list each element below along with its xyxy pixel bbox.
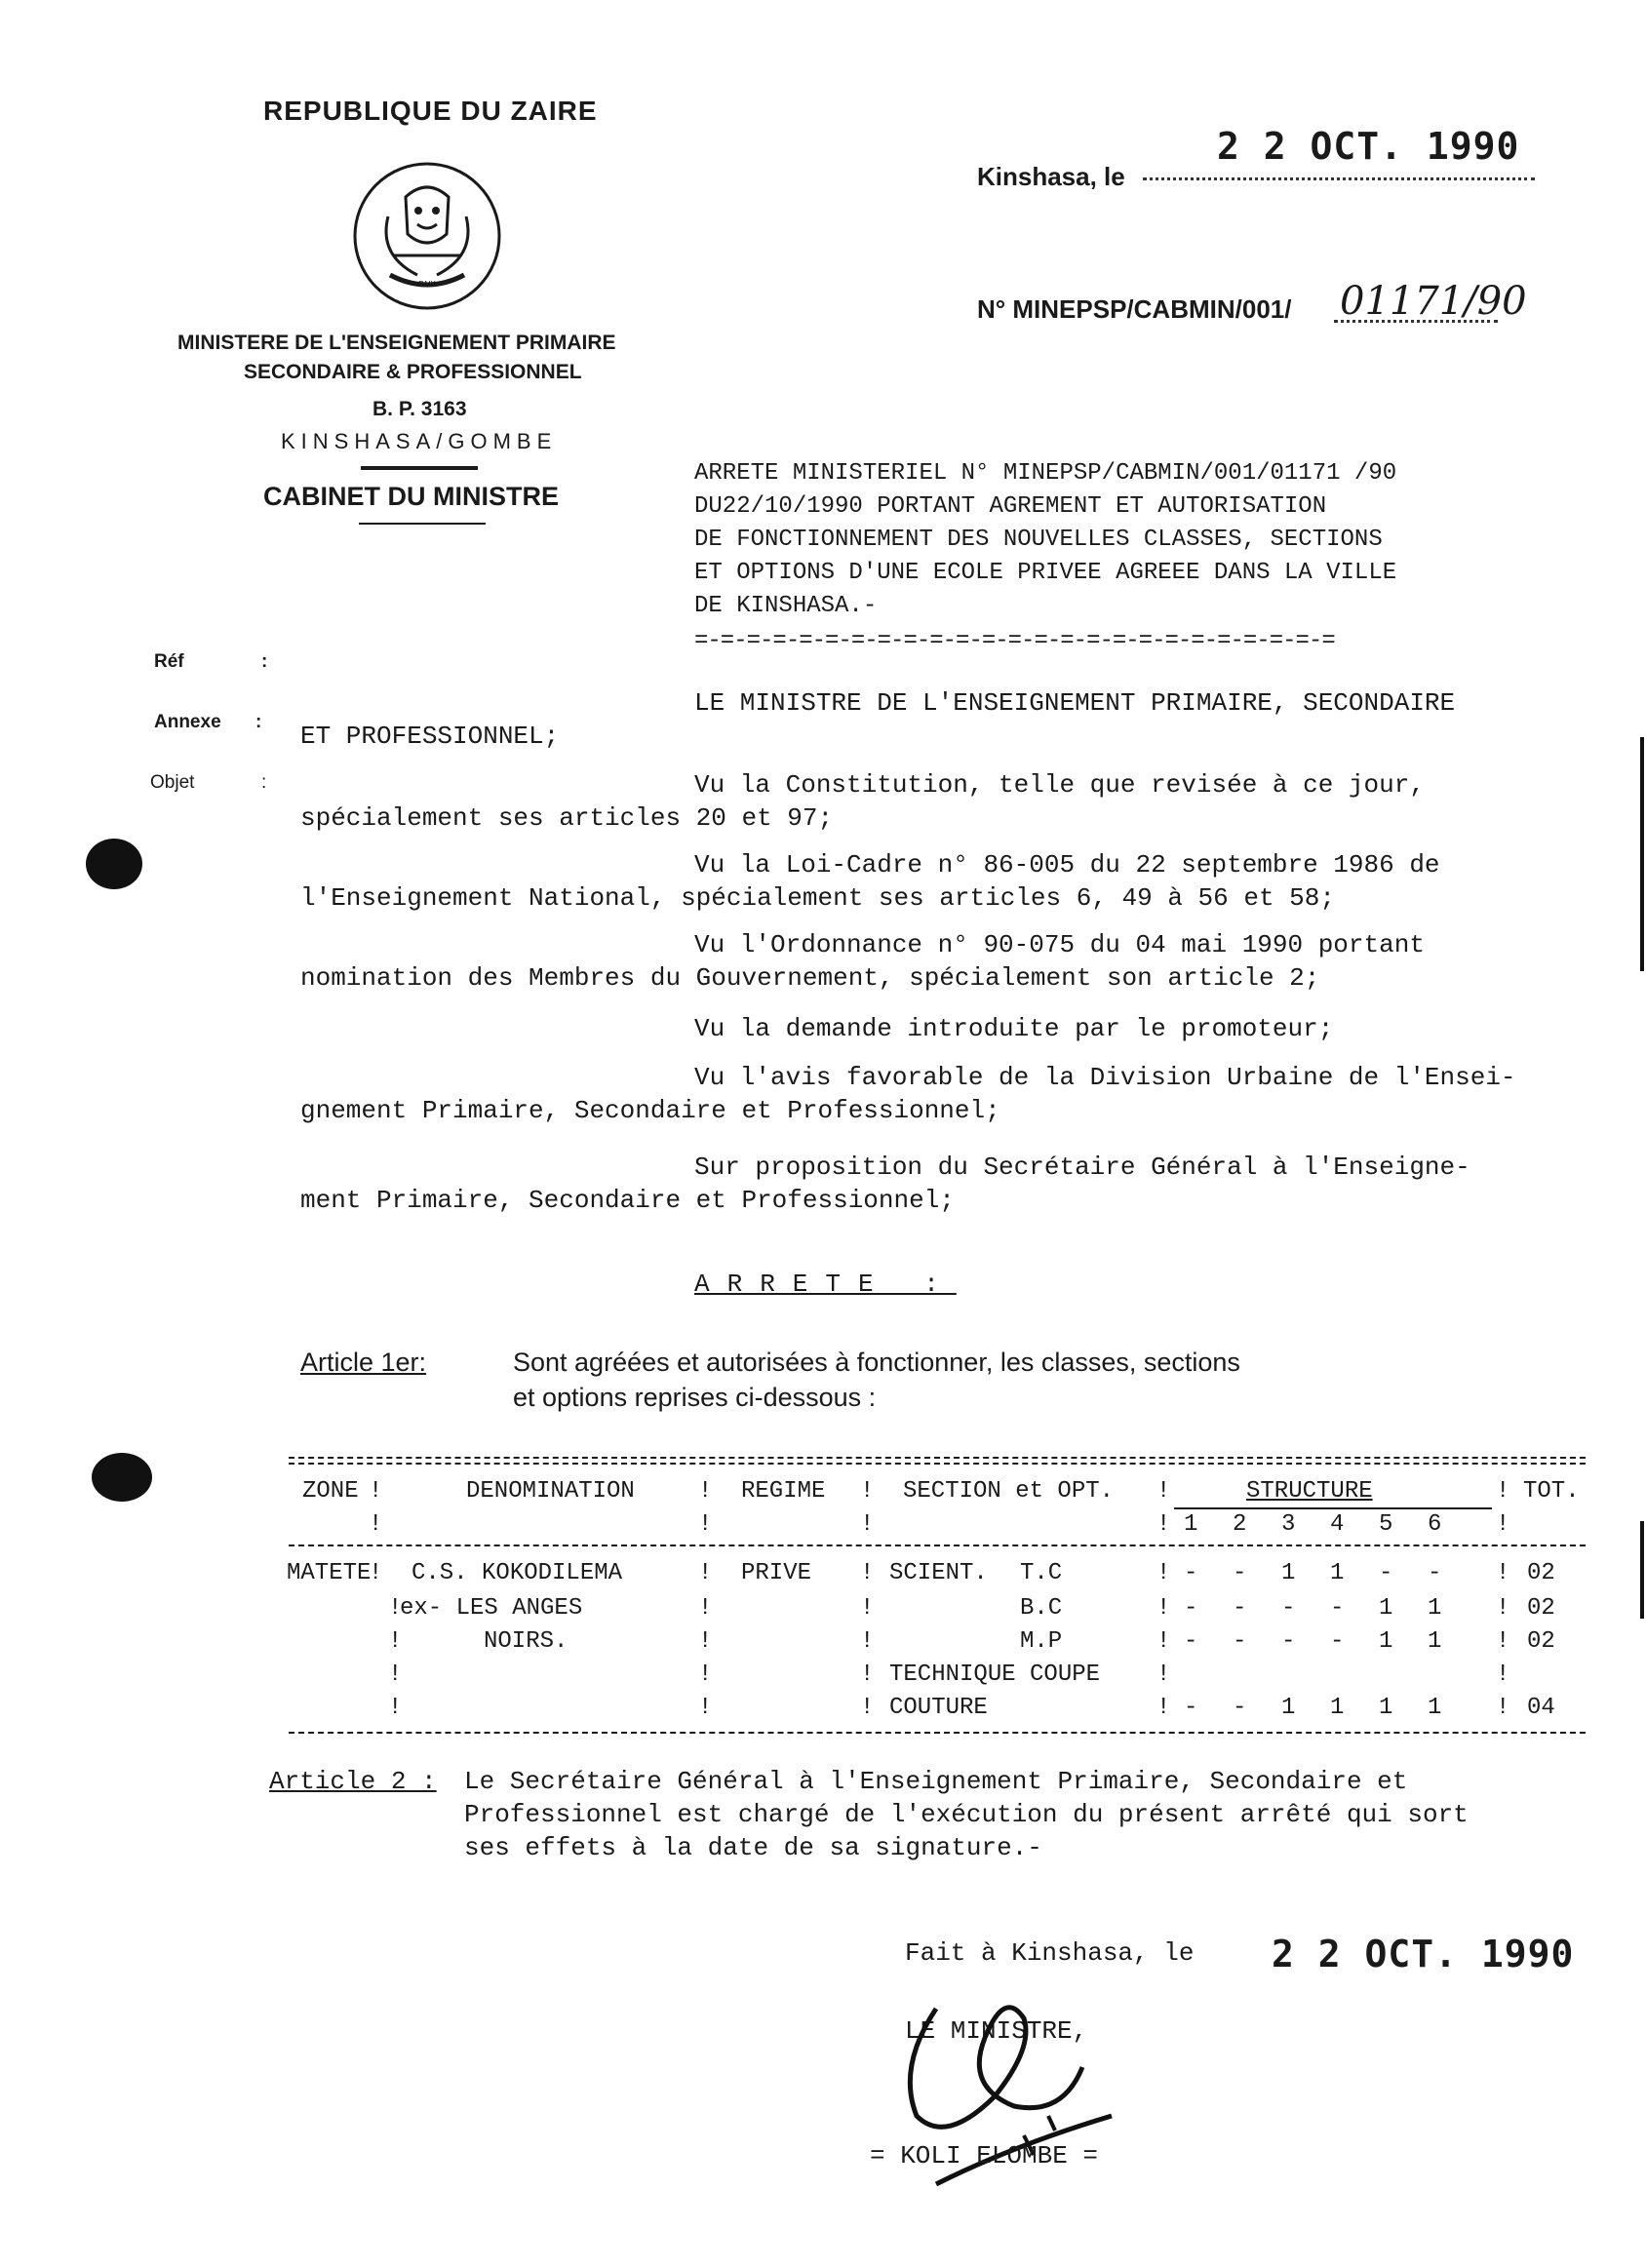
column-separator: ! [388,1628,403,1655]
row-option: B.C [1020,1595,1063,1622]
column-separator: ! [698,1628,713,1655]
signatory-title: LE MINISTRE, [905,2016,1088,2046]
row-denomination: NOIRS. [484,1628,568,1655]
row-denomination: ex- LES ANGES [400,1595,583,1622]
column-separator: ! [698,1695,713,1721]
title-line-2: DU22/10/1990 PORTANT AGREMENT ET AUTORISATION [694,493,1327,520]
article-1-line-1: Sont agréées et autorisées à fonctionner, les classes, sections [513,1348,1240,1377]
preamble-line-2: ET PROFESSIONNEL; [300,722,560,751]
row-year-cell: 1 [1379,1695,1393,1721]
row-year-cell: 1 [1330,1695,1345,1721]
column-separator: ! [1156,1595,1171,1622]
row-year-cell: - [1330,1628,1345,1655]
col-header-zone: ZONE [302,1478,359,1505]
title-separator: =-=-=-=-=-=-=-=-=-=-=-=-=-=-=-=-=-=-=-=-=-=-=-=-= [694,628,1335,654]
zaire-emblem-icon [349,158,505,314]
column-separator: ! [860,1511,875,1538]
row-year-cell: 1 [1281,1695,1296,1721]
article-1-label: Article 1er: [300,1348,427,1377]
column-separator: ! [388,1695,403,1721]
annexe-colon: : [255,712,262,732]
column-separator: ! [1496,1662,1510,1688]
row-year-cell: 1 [1281,1560,1296,1586]
reference-number-handwritten: 01171/90 [1340,279,1527,324]
year-column-5: 5 [1379,1511,1393,1538]
considerant-ordonnance: Vu l'Ordonnance n° 90-075 du 04 mai 1990 portant [694,930,1425,959]
considerant-avis: Vu l'avis favorable de la Division Urbaine de l'Ensei- [694,1063,1516,1092]
structure-header-underline [1174,1507,1492,1509]
row-option: M.P [1020,1628,1063,1655]
column-separator: ! [388,1662,403,1688]
row-total: 02 [1527,1595,1555,1622]
row-total: 02 [1527,1560,1555,1586]
objet-label: Objet [150,772,195,793]
row-zone: MATETE [287,1560,372,1586]
po-box: B. P. 3163 [372,398,467,420]
row-denomination: C.S. KOKODILEMA [412,1560,623,1586]
office-heading: CABINET DU MINISTRE [263,482,559,511]
city-line: KINSHASA/GOMBE [281,429,558,453]
annexe-label: Annexe [154,712,221,732]
col-header-denomination: DENOMINATION [466,1478,635,1505]
considerant-constitution: Vu la Constitution, telle que revisée à ce jour, [694,770,1425,800]
row-year-cell: 1 [1428,1695,1442,1721]
column-separator: ! [1496,1628,1510,1655]
row-section: TECHNIQUE COUPE [889,1662,1101,1688]
office-underline [359,523,486,525]
column-separator: ! [860,1695,875,1721]
col-header-regime: REGIME [741,1478,826,1505]
column-separator: ! [860,1595,875,1622]
row-option: T.C [1020,1560,1063,1586]
column-separator: ! [860,1478,875,1505]
row-section: SCIENT. [889,1560,988,1586]
row-year-cell: 1 [1428,1595,1442,1622]
table-header-rule [289,1545,1586,1546]
article-2-label: Article 2 : [269,1767,437,1796]
place-date-label: Kinshasa, le [977,162,1125,191]
title-line-4: ET OPTIONS D'UNE ECOLE PRIVEE AGREEE DANS LA VILLE [694,560,1397,586]
column-separator: ! [1156,1628,1171,1655]
signatory-name: = KOLI ELOMBE = [870,2141,1099,2170]
row-regime: PRIVE [741,1560,812,1586]
column-separator: ! [369,1511,383,1538]
row-year-cell: - [1184,1628,1198,1655]
column-separator: ! [1496,1595,1510,1622]
year-column-1: 1 [1184,1511,1198,1538]
column-separator: ! [1156,1478,1171,1505]
row-year-cell: - [1184,1560,1198,1586]
year-column-3: 3 [1281,1511,1296,1538]
handwritten-signature [878,1950,1131,2223]
column-separator: ! [1496,1478,1510,1505]
title-line-1: ARRETE MINISTERIEL N° MINEPSP/CABMIN/001/01171 /90 [694,460,1397,487]
signing-place: Fait à Kinshasa, le [905,1938,1195,1968]
considerant-loi-cadre: Vu la Loi-Cadre n° 86-005 du 22 septembre 1986 de [694,850,1440,880]
column-separator: ! [698,1560,713,1586]
row-year-cell: - [1330,1595,1345,1622]
ref-label: Réf [154,651,184,672]
column-separator: ! [698,1595,713,1622]
col-header-section: SECTION et OPT. [903,1478,1115,1505]
column-separator: ! [369,1478,383,1505]
row-year-cell: - [1184,1595,1198,1622]
column-separator: ! [388,1595,403,1622]
arrete-heading: ARRETE : [694,1270,957,1299]
punch-hole-mark [92,1453,152,1502]
objet-colon: : [261,772,267,793]
column-separator: ! [1156,1511,1171,1538]
year-column-2: 2 [1233,1511,1247,1538]
year-column-6: 6 [1428,1511,1442,1538]
table-top-rule-2 [289,1463,1586,1465]
number-dotted-line [1334,318,1498,323]
title-line-5: DE KINSHASA.- [694,593,878,619]
col-header-structure: STRUCTURE [1246,1478,1373,1505]
signing-date-stamp: 2 2 OCT. 1990 [1272,1933,1575,1975]
col-header-total: TOT. [1523,1478,1580,1505]
row-year-cell: - [1233,1595,1247,1622]
column-separator: ! [1156,1695,1171,1721]
column-separator: ! [1156,1560,1171,1586]
row-total: 02 [1527,1628,1555,1655]
year-column-4: 4 [1330,1511,1345,1538]
row-year-cell: - [1233,1628,1247,1655]
considerant-avis-cont: gnement Primaire, Secondaire et Professionnel; [300,1096,1000,1125]
considerant-loi-cadre-cont: l'Enseignement National, spécialement ses articles 6, 49 à 56 et 58; [300,883,1335,913]
table-bottom-rule [289,1732,1586,1734]
row-year-cell: 1 [1428,1628,1442,1655]
scan-edge-mark [1640,1521,1644,1619]
row-year-cell: - [1281,1595,1296,1622]
ministry-line-1: MINISTERE DE L'ENSEIGNEMENT PRIMAIRE [177,332,616,354]
row-year-cell: - [1379,1560,1393,1586]
column-separator: ! [1156,1662,1171,1688]
column-separator: ! [1496,1511,1510,1538]
row-year-cell: - [1281,1628,1296,1655]
column-separator: ! [860,1628,875,1655]
letterhead-divider [361,466,478,470]
column-separator: ! [1496,1695,1510,1721]
column-separator: ! [698,1478,713,1505]
considerant-ordonnance-cont: nomination des Membres du Gouvernement, spécialement son article 2; [300,963,1320,993]
column-separator: ! [698,1662,713,1688]
row-year-cell: - [1184,1695,1198,1721]
row-year-cell: - [1233,1695,1247,1721]
article-2-line-1: Le Secrétaire Général à l'Enseignement Primaire, Secondaire et [464,1767,1408,1796]
considerant-proposition: Sur proposition du Secrétaire Général à l'Enseigne- [694,1153,1470,1182]
date-dotted-line [1143,176,1535,180]
considerant-proposition-cont: ment Primaire, Secondaire et Professionnel; [300,1186,955,1215]
row-year-cell: - [1233,1560,1247,1586]
column-separator: ! [698,1511,713,1538]
country-heading: REPUBLIQUE DU ZAIRE [263,96,598,126]
emblem-motto: PAIX [418,280,436,289]
scan-edge-mark [1640,737,1644,971]
preamble-line-1: LE MINISTRE DE L'ENSEIGNEMENT PRIMAIRE, SECONDAIRE [694,688,1456,718]
row-section: COUTURE [889,1695,988,1721]
table-top-rule [289,1457,1586,1459]
considerant-demande: Vu la demande introduite par le promoteur; [694,1014,1334,1043]
title-line-3: DE FONCTIONNEMENT DES NOUVELLES CLASSES, SECTIONS [694,527,1383,553]
column-separator: ! [1496,1560,1510,1586]
row-total: 04 [1527,1695,1555,1721]
date-stamp: 2 2 OCT. 1990 [1217,125,1520,168]
row-year-cell: 1 [1379,1595,1393,1622]
row-year-cell: - [1428,1560,1442,1586]
article-1-line-2: et options reprises ci-dessous : [513,1383,877,1412]
article-2-line-3: ses effets à la date de sa signature.- [464,1833,1042,1862]
column-separator: ! [860,1560,875,1586]
punch-hole-mark [86,839,142,889]
considerant-constitution-cont: spécialement ses articles 20 et 97; [300,803,834,833]
ministry-line-2: SECONDAIRE & PROFESSIONNEL [244,361,582,383]
row-year-cell: 1 [1330,1560,1345,1586]
column-separator: ! [369,1560,383,1586]
row-year-cell: 1 [1379,1628,1393,1655]
ref-colon: : [261,651,268,672]
article-2-line-2: Professionnel est chargé de l'exécution du présent arrêté qui sort [464,1800,1469,1829]
reference-number-prefix: N° MINEPSP/CABMIN/001/ [977,294,1292,324]
column-separator: ! [860,1662,875,1688]
